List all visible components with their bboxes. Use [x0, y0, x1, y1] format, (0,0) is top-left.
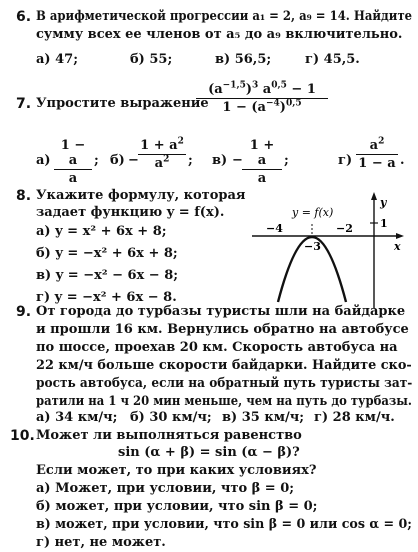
- problem-8-option-a: а) y = x² + 6x + 8;: [36, 224, 167, 239]
- problem-9-option-c: в) 35 км/ч;: [222, 410, 305, 425]
- problem-7-expression: [196, 82, 328, 115]
- x-tick-label-minus-4: −4: [266, 222, 283, 235]
- problem-7-option-d-label: г): [338, 153, 353, 168]
- option-d-numerator: $a^2$: [369, 136, 385, 153]
- problem-6-line-2: сумму всех ее членов от a₅ до a₉ включительно.: [36, 27, 403, 42]
- option-c-numerator: 1 + a: [249, 138, 275, 168]
- problem-7-expression-numerator: $(a^{-1,5})^3$ $a^{0,5} - 1$: [208, 80, 316, 97]
- problem-10-equation: sin (α + β) = sin (α − β)?: [118, 445, 300, 460]
- x-tick-label-minus-3: −3: [304, 240, 321, 253]
- problem-10-line-1: Может ли выполняться равенство: [36, 428, 302, 443]
- problem-9-option-b: б) 30 км/ч;: [130, 410, 212, 425]
- fraction-bar: [242, 169, 282, 170]
- problem-9-number: 9.: [16, 304, 32, 320]
- problem-7-option-c-end: ;: [284, 153, 289, 168]
- problem-9-line-1: От города до турбазы туристы шли на байдарке: [36, 304, 406, 319]
- x-axis-arrow-icon: [396, 233, 404, 239]
- problem-9-line-5: рость автобуса, если на обратный путь туристы зат-: [36, 376, 413, 391]
- problem-10-option-b: б) может, при условии, что sin β = 0;: [36, 499, 318, 514]
- problem-7-option-a-fraction: [54, 138, 92, 186]
- problem-9-option-d: г) 28 км/ч.: [314, 410, 395, 425]
- x-tick-label-minus-2: −2: [336, 222, 353, 235]
- problem-6-option-b: б) 55;: [130, 52, 173, 67]
- fraction-bar: [54, 169, 92, 170]
- fraction-bar: [196, 98, 328, 99]
- problem-7-option-d-fraction: [356, 138, 398, 171]
- fraction-bar: [356, 154, 398, 155]
- x-axis-label: x: [394, 240, 401, 253]
- problem-8-graph: [248, 190, 408, 310]
- problem-7-option-a-label: а): [36, 153, 51, 168]
- problem-10-option-c: в) может, при условии, что sin β = 0 или cos α = 0;: [36, 517, 412, 532]
- problem-7-option-c-fraction: [242, 138, 282, 186]
- option-a-numerator: 1 − a: [60, 138, 86, 168]
- problem-6-option-d: г) 45,5.: [305, 52, 360, 67]
- option-a-denominator: a: [68, 171, 78, 186]
- problem-8-line-1: Укажите формулу, которая: [36, 188, 246, 203]
- problem-7-number: 7.: [16, 96, 32, 112]
- y-tick-label-1: 1: [380, 217, 388, 230]
- problem-9-line-4: 22 км/ч больше скорости байдарки. Найдите ско-: [36, 358, 412, 373]
- problem-6-number: 6.: [16, 9, 32, 25]
- option-c-denominator: a: [257, 171, 267, 186]
- problem-6-line-1: В арифметической прогрессии a₁ = 2, a₉ = 14. Найдите: [36, 9, 413, 24]
- problem-9-line-2: и прошли 16 км. Вернулись обратно на автобусе: [36, 322, 409, 337]
- fraction-bar: [138, 154, 186, 155]
- problem-8-option-c: в) y = −x² − 6x − 8;: [36, 268, 179, 283]
- problem-7-option-b-end: ;: [188, 153, 193, 168]
- problem-7-expression-denominator: $1 - (a^{-4})^{0,5}$: [222, 98, 302, 115]
- problem-7-option-d-end: .: [400, 153, 405, 168]
- problem-6-option-c: в) 56,5;: [215, 52, 272, 67]
- problem-6-option-a: а) 47;: [36, 52, 78, 67]
- problem-8-line-2: задает функцию y = f(x).: [36, 205, 225, 220]
- problem-10-option-a: а) Может, при условии, что β = 0;: [36, 481, 295, 496]
- problem-10-number: 10.: [10, 428, 35, 444]
- problem-7-option-b-fraction: [138, 138, 186, 171]
- problem-10-line-3: Если может, то при каких условиях?: [36, 463, 317, 478]
- problem-10-option-d: г) нет, не может.: [36, 535, 166, 550]
- problem-7-option-b-label: б): [110, 153, 125, 168]
- curve-label: y = f(x): [292, 206, 334, 219]
- y-axis-label: y: [380, 196, 387, 209]
- problem-8-option-d: г) y = −x² + 6x − 8.: [36, 290, 177, 305]
- problem-7-option-c-label: в): [212, 153, 228, 168]
- problem-8-number: 8.: [16, 188, 32, 204]
- problem-8-option-b: б) y = −x² + 6x + 8;: [36, 246, 178, 261]
- option-b-numerator: $1 + a^2$: [140, 136, 184, 153]
- y-axis-arrow-icon: [371, 192, 377, 200]
- problem-9-line-3: по шоссе, проехав 20 км. Скорость автобуса на: [36, 340, 398, 355]
- option-d-denominator: 1 − a: [358, 156, 396, 171]
- option-b-denominator: $a^2$: [154, 154, 170, 171]
- problem-9-option-a: а) 34 км/ч;: [36, 410, 118, 425]
- problem-7-prompt: Упростите выражение: [36, 96, 209, 111]
- problem-7-option-a-end: ;: [94, 153, 99, 168]
- problem-7-option-b-sign: −: [128, 153, 139, 168]
- problem-7-option-c-sign: −: [232, 153, 243, 168]
- problem-9-line-6: ратили на 1 ч 20 мин меньше, чем на путь до турбазы.: [36, 394, 412, 409]
